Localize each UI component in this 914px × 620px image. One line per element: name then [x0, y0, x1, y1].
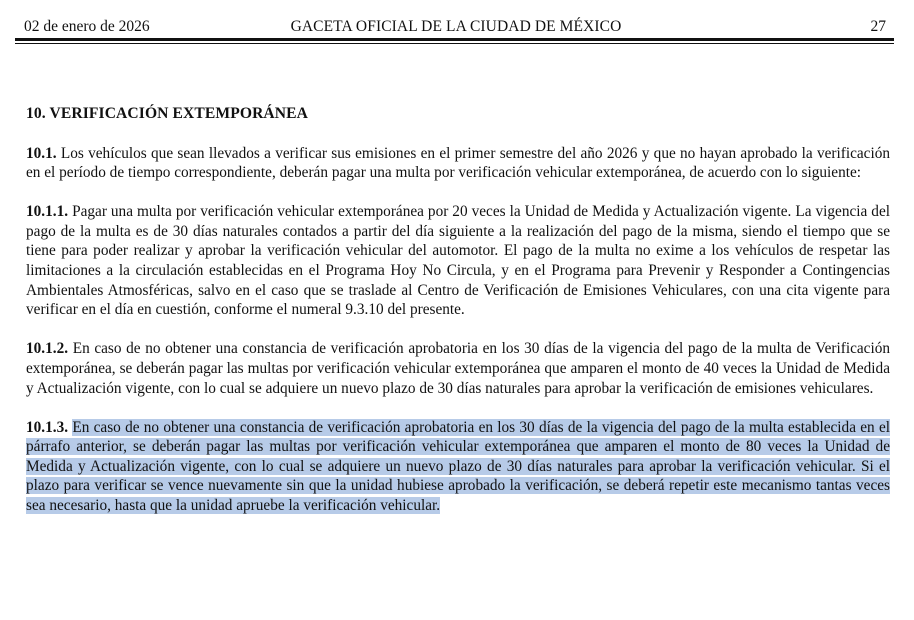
header-rule-thin [15, 43, 894, 44]
paragraph-text: En caso de no obtener una constancia de verificación aprobatoria en los 30 días de la vigencia del pago de la multa de Verificación extemporánea, se deberán pagar las multas por verificación vehicular extemporánea que amparen el monto de 40 veces la Unidad de Medida y Actualización vigente, con lo cual se adquiere un nuevo plazo de 30 días naturales para aprobar la verificación de emisiones vehiculares. [26, 340, 890, 397]
section-title: 10. VERIFICACIÓN EXTEMPORÁNEA [26, 105, 309, 122]
paragraph-number: 10.1. [26, 144, 57, 162]
header-date: 02 de enero de 2026 [24, 18, 150, 35]
paragraph-10-1-3-selected[interactable] [26, 418, 890, 516]
header-rule-thick [15, 38, 894, 41]
paragraph-10-1-1[interactable] [26, 202, 890, 320]
document-body[interactable] [26, 104, 890, 535]
header-page-number: 27 [870, 18, 886, 35]
paragraph-number: 10.1.3. [26, 418, 69, 436]
paragraph-text: Los vehículos que sean llevados a verificar sus emisiones en el primer semestre del año 2026 y que no hayan aprobado la verificación en el período de tiempo correspondiente, deberán pagar una multa por verificación vehicular extemporánea, de acuerdo con lo siguiente: [26, 144, 890, 182]
paragraph-number: 10.1.2. [26, 340, 69, 358]
paragraph-text: Pagar una multa por verificación vehicular extemporánea por 20 veces la Unidad de Medida y Actualización vigente. La vigencia del pago de la multa es de 30 días naturales contados a partir del día siguiente a la realización del pago de la misma, siendo el tiempo que se tiene para poder realizar y aprobar la verificación vehicular del automotor. El pago de la multa no exime a los vehículos de respetar las limitaciones a la circulación establecidas en el Programa Hoy No Circula, y en el Programa para Prevenir y Responder a Contingencias Ambientales Atmosféricas, salvo en el caso que se traslade al Centro de Verificación de Emisiones Vehiculares, con una cita vigente para verificar en el día en cuestión, conforme el numeral 9.3.10 del presente. [26, 203, 890, 319]
paragraph-number: 10.1.1. [26, 203, 69, 221]
paragraph-10-1[interactable] [26, 144, 890, 183]
paragraph-10-1-2[interactable] [26, 339, 890, 398]
page-header [22, 14, 890, 36]
header-title: GACETA OFICIAL DE LA CIUDAD DE MÉXICO [290, 18, 622, 35]
selected-text[interactable]: En caso de no obtener una constancia de verificación aprobatoria en los 30 días de la vigencia del pago de la multa establecida en el párrafo anterior, se deberán pagar las multas por verificación vehicular extemporánea que amparen el monto de 80 veces la Unidad de Medida y Actualización vigente, con lo cual se adquiere un nuevo plazo de 30 días naturales para aprobar la verificación vehicular. Si el plazo para verificar se vence nuevamente sin que la unidad hubiese aprobado la verificación, se deberá repetir este mecanismo tantas veces sea necesario, hasta que la unidad apruebe la verificación vehicular. [26, 418, 891, 514]
